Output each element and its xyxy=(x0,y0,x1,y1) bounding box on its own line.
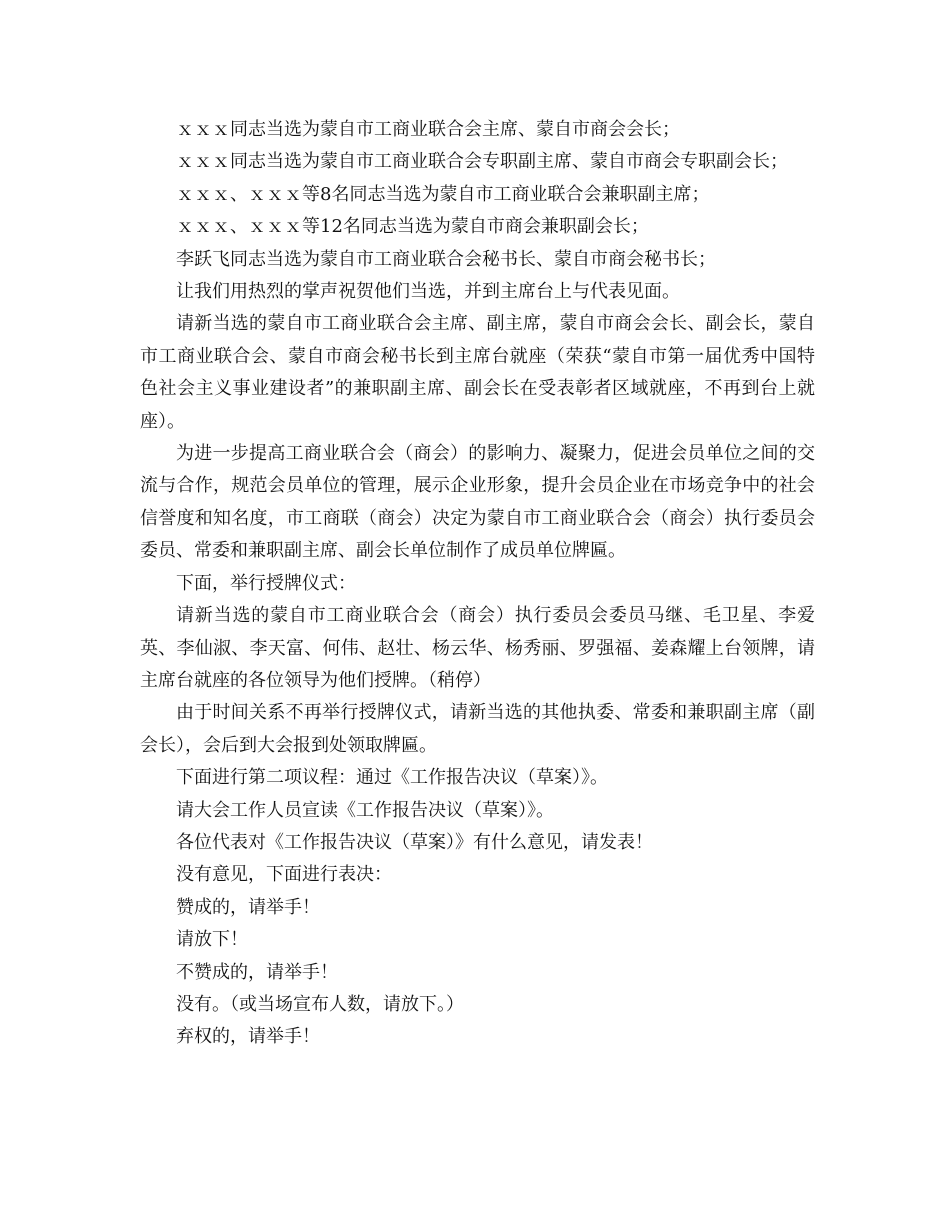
paragraph-13: 请大会工作人员宣读《工作报告决议（草案）》。 xyxy=(176,799,554,821)
paragraph-11: 由于时间关系不再举行授牌仪式，请新当选的其他执委、常委和兼职副主席（副会长），会后到大会报到处领取牌匾。 xyxy=(140,702,815,756)
paragraph-2: ｘｘｘ同志当选为蒙自市工商业联合会专职副主席、蒙自市商会专职副会长； xyxy=(176,151,788,173)
document-body xyxy=(140,114,815,1054)
paragraph-17: 请放下！ xyxy=(176,929,248,951)
paragraph-20: 弃权的，请举手！ xyxy=(176,1026,320,1048)
paragraph-16: 赞成的，请举手！ xyxy=(176,896,320,918)
paragraph-18: 不赞成的，请举手！ xyxy=(176,961,338,983)
paragraph-7: 请新当选的蒙自市工商业联合会主席、副主席，蒙自市商会会长、副会长，蒙自市工商业联合会、蒙自市商会秘书长到主席台就座（荣获“蒙自市第一届优秀中国特色社会主义事业建设者”的兼职副主席、副会长在受表彰者区域就座，不再到台上就座）。 xyxy=(140,313,815,432)
paragraph-8: 为进一步提高工商业联合会（商会）的影响力、凝聚力，促进会员单位之间的交流与合作，规范会员单位的管理，展示企业形象，提升会员企业在市场竞争中的社会信誉度和知名度，市工商联（商会）决定为蒙自市工商业联合会（商会）执行委员会委员、常委和兼职副主席、副会长单位制作了成员单位牌匾。 xyxy=(140,443,815,562)
paragraph-3: ｘｘｘ、ｘｘｘ等8名同志当选为蒙自市工商业联合会兼职副主席； xyxy=(176,183,710,205)
paragraph-1: ｘｘｘ同志当选为蒙自市工商业联合会主席、蒙自市商会会长； xyxy=(176,119,680,140)
paragraph-6: 让我们用热烈的掌声祝贺他们当选，并到主席台上与代表见面。 xyxy=(176,281,680,303)
paragraph-12: 下面进行第二项议程：通过《工作报告决议（草案）》。 xyxy=(176,767,608,789)
paragraph-4: ｘｘｘ、ｘｘｘ等12名同志当选为蒙自市商会兼职副会长； xyxy=(176,216,649,238)
paragraph-10: 请新当选的蒙自市工商业联合会（商会）执行委员会委员马继、毛卫星、李爱英、李仙淑、李天富、何伟、赵壮、杨云华、杨秀丽、罗强福、姜森耀上台领牌，请主席台就座的各位领导为他们授牌。（稍停） xyxy=(140,605,815,691)
paragraph-9: 下面，举行授牌仪式： xyxy=(176,572,356,594)
paragraph-14: 各位代表对《工作报告决议（草案）》有什么意见，请发表！ xyxy=(176,831,653,853)
paragraph-5: 李跃飞同志当选为蒙自市工商业联合会秘书长、蒙自市商会秘书长； xyxy=(176,248,716,270)
paragraph-15: 没有意见，下面进行表决： xyxy=(176,864,392,886)
paragraph-19: 没有。（或当场宣布人数，请放下。） xyxy=(176,993,464,1015)
